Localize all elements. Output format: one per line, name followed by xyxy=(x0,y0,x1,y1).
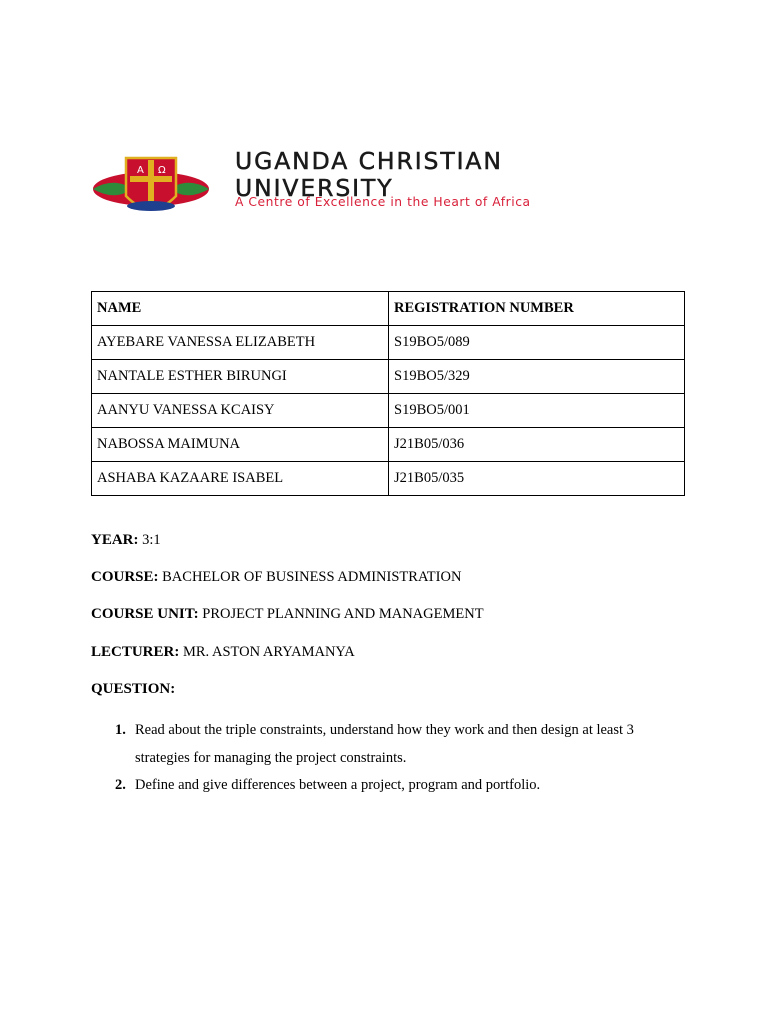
student-name: NANTALE ESTHER BIRUNGI xyxy=(92,360,389,394)
registration-number: S19BO5/089 xyxy=(389,326,685,360)
list-item xyxy=(91,772,691,800)
registration-number: J21B05/036 xyxy=(389,428,685,462)
course-label: COURSE: xyxy=(91,569,159,585)
question-text: Define and give differences between a project, program and portfolio. xyxy=(135,777,541,793)
registration-number: S19BO5/329 xyxy=(389,360,685,394)
table-header-row xyxy=(92,292,685,326)
table-row xyxy=(92,360,685,394)
svg-text:Ω: Ω xyxy=(158,165,166,176)
student-name: AYEBARE VANESSA ELIZABETH xyxy=(92,326,389,360)
university-name xyxy=(235,148,503,202)
question-label: QUESTION: xyxy=(91,681,176,697)
lecturer-field xyxy=(91,644,355,661)
table-row xyxy=(92,394,685,428)
table-row xyxy=(92,428,685,462)
lecturer-value: MR. ASTON ARYAMANYA xyxy=(182,644,355,660)
table-row xyxy=(92,326,685,360)
registration-number: S19BO5/001 xyxy=(389,394,685,428)
course-field xyxy=(91,569,461,586)
year-field xyxy=(91,532,161,549)
student-name: NABOSSA MAIMUNA xyxy=(92,428,389,462)
student-name: ASHABA KAZAARE ISABEL xyxy=(92,462,389,496)
question-heading xyxy=(91,681,175,698)
registration-table xyxy=(91,291,685,496)
question-number: 1. xyxy=(115,722,126,738)
question-list xyxy=(91,717,691,800)
column-header-registration: REGISTRATION NUMBER xyxy=(389,292,685,326)
course-value: BACHELOR OF BUSINESS ADMINISTRATION xyxy=(162,569,462,585)
column-header-name: NAME xyxy=(92,292,389,326)
registration-number: J21B05/035 xyxy=(389,462,685,496)
course-unit-value: PROJECT PLANNING AND MANAGEMENT xyxy=(202,606,484,622)
question-number: 2. xyxy=(115,777,126,793)
year-label: YEAR: xyxy=(91,532,139,548)
lecturer-label: LECTURER: xyxy=(91,644,180,660)
university-seal-icon xyxy=(90,152,212,224)
university-header xyxy=(90,148,690,224)
list-item xyxy=(91,717,691,772)
university-name-line2: UNIVERSITY xyxy=(235,174,394,202)
year-value: 3:1 xyxy=(142,532,161,548)
svg-text:A: A xyxy=(137,165,144,176)
university-name-line1: UGANDA CHRISTIAN xyxy=(235,147,503,175)
table-row xyxy=(92,462,685,496)
question-text: Read about the triple constraints, understand how they work and then design at least 3 strategies for managing the project constraints. xyxy=(135,722,634,766)
course-unit-label: COURSE UNIT: xyxy=(91,606,199,622)
student-name: AANYU VANESSA KCAISY xyxy=(92,394,389,428)
course-unit-field xyxy=(91,606,484,623)
university-tagline: A Centre of Excellence in the Heart of Africa xyxy=(235,195,531,209)
